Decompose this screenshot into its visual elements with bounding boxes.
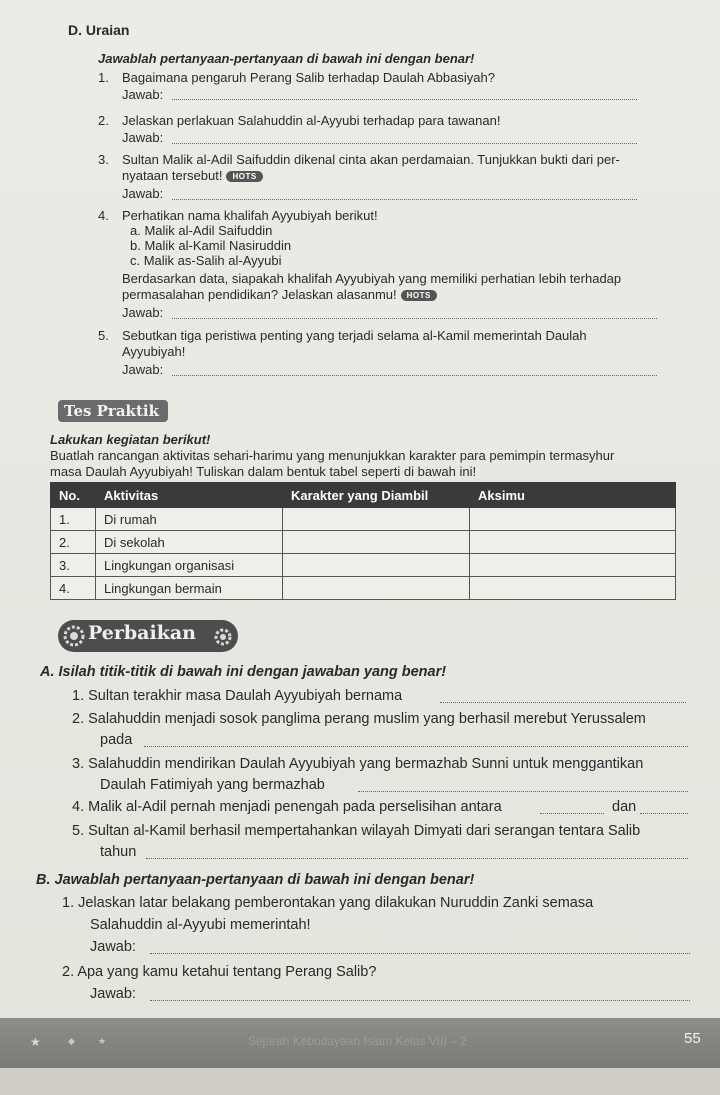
a2-text-line2: pada — [100, 732, 133, 748]
praktik-title: Lakukan kegiatan berikut! — [50, 432, 211, 447]
perbaikan-title: Perbaikan — [88, 622, 196, 644]
a3-text-line1: 3. Salahuddin mendirikan Daulah Ayyubiyah yang bermazhab Sunni untuk menggantikan — [72, 756, 644, 772]
q1-text: Bagaimana pengaruh Perang Salib terhadap Daulah Abbasiyah? — [122, 70, 495, 85]
page-number: 55 — [684, 1030, 701, 1047]
q3-jawab: Jawab: — [122, 186, 164, 201]
row-aktivitas: Lingkungan bermain — [96, 577, 283, 600]
a2-blank[interactable] — [144, 746, 688, 747]
q1-jawab: Jawab: — [122, 87, 164, 102]
table-row — [51, 508, 676, 531]
q3-text-line1: Sultan Malik al-Adil Saifuddin dikenal cinta akan perdamaian. Tunjukkan bukti dari per- — [122, 152, 620, 167]
praktik-desc-line1: Buatlah rancangan aktivitas sehari-harimu yang menunjukkan karakter para pemimpin termasyhur — [50, 448, 615, 463]
a2-text-line1: 2. Salahuddin menjadi sosok panglima perang muslim yang berhasil merebut Yerussalem — [72, 711, 646, 727]
table-row — [51, 554, 676, 577]
q3-number: 3. — [98, 152, 109, 167]
q4-question-line2: permasalahan pendidikan? Jelaskan alasanmu! HOTS — [122, 287, 437, 302]
row-no: 3. — [51, 554, 96, 577]
q3-text-line2: nyataan tersebut! HOTS — [122, 168, 263, 183]
row-no: 4. — [51, 577, 96, 600]
section-heading: D. Uraian — [68, 22, 130, 38]
svg-text:★: ★ — [98, 1037, 107, 1047]
a3-blank[interactable] — [358, 791, 688, 792]
q2-jawab: Jawab: — [122, 130, 164, 145]
row-aktivitas: Lingkungan organisasi — [96, 554, 283, 577]
instruction: Jawablah pertanyaan-pertanyaan di bawah ini dengan benar! — [98, 51, 475, 66]
b1-jawab: Jawab: — [90, 939, 136, 955]
q5-jawab: Jawab: — [122, 362, 164, 377]
svg-text:★: ★ — [30, 1035, 41, 1049]
a1-blank[interactable] — [440, 702, 686, 703]
row-aktivitas: Di sekolah — [96, 531, 283, 554]
star-decoration-icon — [10, 1032, 120, 1058]
q5-text-line2: Ayyubiyah! — [122, 344, 186, 359]
a5-text-line1: 5. Sultan al-Kamil berhasil mempertahankan wilayah Dimyati dari serangan tentara Salib — [72, 823, 641, 839]
q1-answer-line — [172, 99, 637, 100]
table-row — [51, 577, 676, 600]
a4-dan: dan — [612, 799, 637, 815]
row-aksimu-cell[interactable] — [470, 508, 676, 531]
hots-badge: HOTS — [401, 290, 437, 301]
row-no: 1. — [51, 508, 96, 531]
q5-answer-line — [172, 375, 657, 376]
a5-blank[interactable] — [146, 858, 688, 859]
q4-number: 4. — [98, 208, 109, 223]
header-karakter: Karakter yang Diambil — [283, 483, 470, 508]
q2-number: 2. — [98, 113, 109, 128]
q5-number: 5. — [98, 328, 109, 343]
a1-text: 1. Sultan terakhir masa Daulah Ayyubiyah bernama — [72, 688, 403, 704]
row-karakter-cell[interactable] — [283, 554, 470, 577]
table-header-row — [51, 483, 676, 508]
b1-answer-line[interactable] — [150, 953, 690, 954]
section-b-heading: B. Jawablah pertanyaan-pertanyaan di bawah ini dengan benar! — [36, 872, 475, 888]
tes-praktik-badge: Tes Praktik — [58, 400, 168, 422]
praktik-desc-line2: masa Daulah Ayyubiyah! Tuliskan dalam bentuk tabel seperti di bawah ini! — [50, 464, 477, 479]
footer-text: Sejarah Kebudayaan Islam Kelas VIII – 2 — [248, 1034, 467, 1048]
row-aksimu-cell[interactable] — [470, 531, 676, 554]
header-no: No. — [51, 483, 96, 508]
gear-icon — [62, 624, 86, 648]
a3-text-line2: Daulah Fatimiyah yang bermazhab — [100, 777, 325, 793]
b2-answer-line[interactable] — [150, 1000, 690, 1001]
q4-option-a: a. Malik al-Adil Saifuddin — [130, 223, 273, 238]
bottom-edge — [0, 1068, 720, 1095]
q2-answer-line — [172, 143, 637, 144]
b1-text-line2: Salahuddin al-Ayyubi memerintah! — [90, 917, 311, 933]
a4-blank-1[interactable] — [540, 813, 604, 814]
a5-text-line2: tahun — [100, 844, 137, 860]
svg-text:◆: ◆ — [68, 1037, 75, 1047]
q4-text: Perhatikan nama khalifah Ayyubiyah berikut! — [122, 208, 378, 223]
b1-text-line1: 1. Jelaskan latar belakang pemberontakan yang dilakukan Nuruddin Zanki semasa — [62, 895, 594, 911]
header-aktivitas: Aktivitas — [96, 483, 283, 508]
b2-jawab: Jawab: — [90, 986, 136, 1002]
q5-text-line1: Sebutkan tiga peristiwa penting yang terjadi selama al-Kamil memerintah Daulah — [122, 328, 587, 343]
gear-small-icon — [212, 626, 234, 648]
row-aksimu-cell[interactable] — [470, 554, 676, 577]
q3-answer-line — [172, 199, 637, 200]
activity-table — [50, 482, 676, 600]
b2-text: 2. Apa yang kamu ketahui tentang Perang Salib? — [62, 964, 377, 980]
row-karakter-cell[interactable] — [283, 577, 470, 600]
a4-blank-2[interactable] — [640, 813, 688, 814]
table-row — [51, 531, 676, 554]
q4-option-b: b. Malik al-Kamil Nasiruddin — [130, 238, 292, 253]
row-aksimu-cell[interactable] — [470, 577, 676, 600]
section-a-heading: A. Isilah titik-titik di bawah ini dengan jawaban yang benar! — [40, 664, 447, 680]
row-karakter-cell[interactable] — [283, 531, 470, 554]
q4-answer-line — [172, 318, 657, 319]
row-aktivitas: Di rumah — [96, 508, 283, 531]
row-karakter-cell[interactable] — [283, 508, 470, 531]
q4-question-line1: Berdasarkan data, siapakah khalifah Ayyubiyah yang memiliki perhatian lebih terhadap — [122, 271, 622, 286]
q4-option-c: c. Malik as-Salih al-Ayyubi — [130, 253, 282, 268]
q1-number: 1. — [98, 70, 109, 85]
hots-badge: HOTS — [226, 171, 262, 182]
a4-text: 4. Malik al-Adil pernah menjadi penengah pada perselisihan antara — [72, 799, 502, 815]
q2-text: Jelaskan perlakuan Salahuddin al-Ayyubi terhadap para tawanan! — [122, 113, 501, 128]
header-aksimu: Aksimu — [470, 483, 676, 508]
row-no: 2. — [51, 531, 96, 554]
q4-jawab: Jawab: — [122, 305, 164, 320]
